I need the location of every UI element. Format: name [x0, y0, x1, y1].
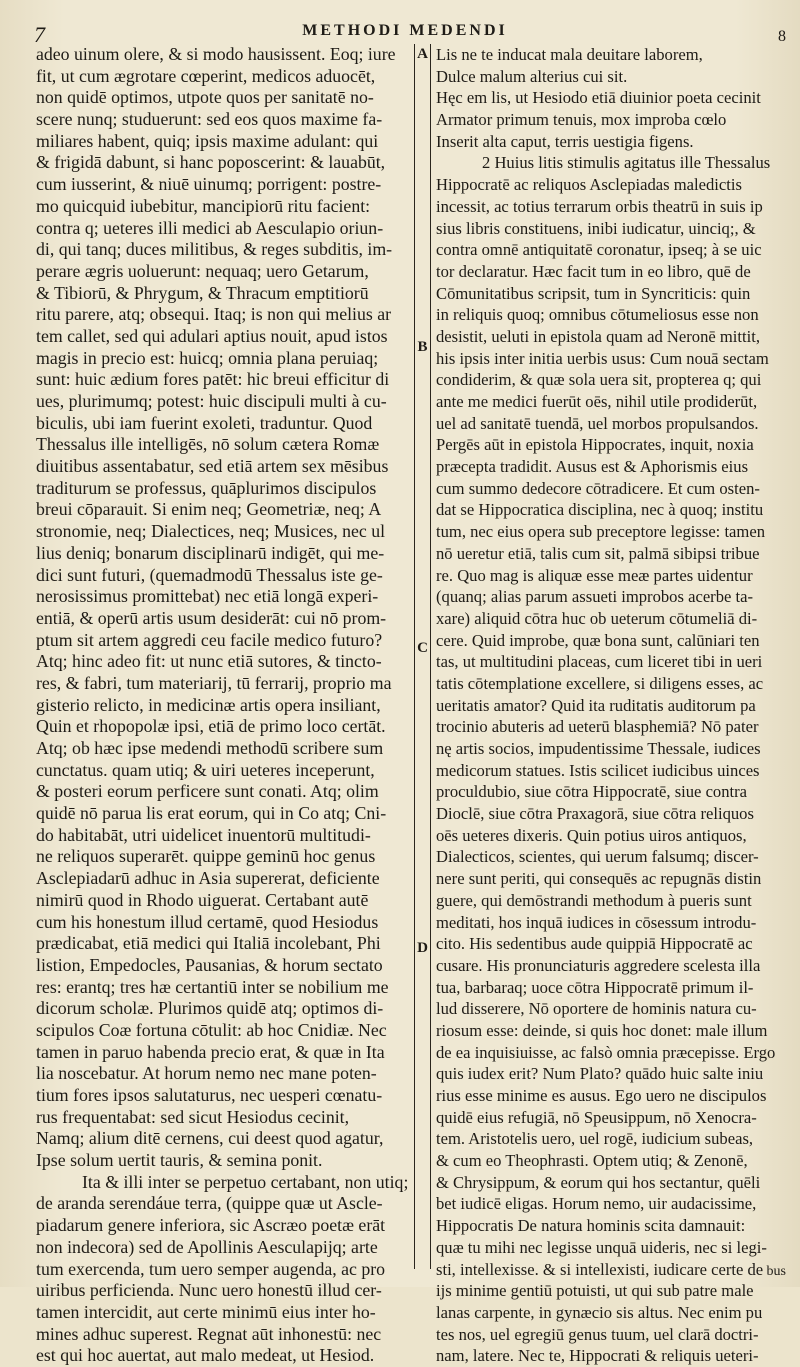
- text-line: stronomie, neq; Dialectices, neq; Musices, nec ul: [36, 521, 386, 542]
- text-line: ritu parere, atq; obsequi. Itaq; is non qui melius ar: [36, 304, 392, 325]
- text-line: & posteri eorum perficere sunt conati. Atq; olim: [36, 781, 379, 802]
- text-line: dicorum scholæ. Plurimos quidē atq; optimos di-: [36, 998, 384, 1019]
- text-line: nerosissimus promittebat) nec etiā longā experi-: [36, 586, 379, 607]
- text-line: quidē nō parua lis erat eorum, qui in Co atq; Cni-: [36, 803, 387, 824]
- text-line: Dioclē, siue cōtra Praxagorā, siue cōtra reliquos: [436, 804, 754, 824]
- text-line: oēs ueteres dixeris. Quin potius uiros antiquos,: [436, 825, 747, 845]
- text-line: xare) aliquid cōtra huc ob ueterum cōtumeliā di-: [436, 608, 758, 628]
- text-line: Armator primum tenuis, mox improba cœlo: [436, 110, 727, 130]
- text-line: tum exercenda, tum uero semper augenda, ac pro: [36, 1258, 386, 1279]
- text-line: adeo uinum olere, & si modo hausissent. Eoq; iure: [36, 44, 396, 64]
- text-line: lius deniq; bonarum disciplinarū indigēt, qui me-: [36, 542, 385, 563]
- text-line: diuitibus assentabatur, sed etiā artem sex mēsibus: [36, 456, 389, 477]
- catchword: bus: [766, 1264, 786, 1279]
- left-text-column: [36, 44, 409, 1366]
- text-line: guere, qui demōstrandi methodum à pueris sunt: [436, 890, 752, 910]
- text-line: perare ægris uoluerunt: nequaq; uero Getarum,: [36, 260, 369, 281]
- text-line: ante me medici fuerūt oēs, nihil utile prodiderūt,: [436, 392, 758, 411]
- text-line: incessit, ac totius terrarum orbis theatrū in suis ip: [436, 196, 763, 216]
- text-line: piadarum genere inferiora, sic Ascræo poetæ erāt: [36, 1215, 386, 1236]
- margin-mark-a: A: [417, 46, 428, 62]
- page-header: [20, 20, 790, 46]
- text-line: Thessalus ille intelligēs, nō solum cætera Romæ: [36, 434, 380, 455]
- text-line: non indecora) sed de Apollinis Aesculapijq; arte: [36, 1236, 378, 1257]
- text-line: lud disserere, Nō oportere de hominis natura cu-: [436, 999, 757, 1019]
- text-line: quæ tu mihi nec legisse unquā uideris, nec si legi-: [436, 1237, 767, 1257]
- text-line: & Chrysippum, & eorum qui hos sectantur, quēli: [436, 1172, 761, 1192]
- text-line: rius esse minime es ausus. Ego uero ne discipulos: [436, 1086, 767, 1105]
- text-line: condiderim, & quæ sola uera sit, propterea q; qui: [436, 370, 762, 390]
- text-line: biculis, ubi iam fuerint exoleti, traduntur. Quod: [36, 412, 373, 433]
- text-line: in reliquis quoq; omnibus cōtumeliosus esse non: [436, 305, 759, 325]
- text-line: nę artis socios, impudentissime Thessale, iudices: [436, 739, 761, 758]
- text-line: breui cōparauit. Si enim neq; Geometriæ, neq; A: [36, 499, 382, 520]
- text-line: uel ad sanitatē tuendā, uel morbos propulsandos.: [436, 413, 759, 433]
- text-line: sius libris constituens, inibi iudicatur, uinciq;, &: [436, 218, 756, 238]
- column-rule-right: [430, 44, 431, 1269]
- text-line: cere. Quid improbe, quæ bona sunt, calūniari ten: [436, 630, 760, 650]
- text-line: nimirū quod in Rhodo uiguerat. Certabant autē: [36, 889, 369, 910]
- text-line: Atq; hinc adeo fit: ut nunc etiā sutores, & tincto-: [36, 651, 382, 672]
- text-line: uiribus perficienda. Nunc uero honestū illud cer-: [36, 1280, 382, 1301]
- text-line: entiā, & operū artis usum desiderāt: cui nō prom-: [36, 607, 387, 628]
- text-line: do habitabāt, utri uidelicet inuentorū multitudi-: [36, 824, 371, 845]
- text-line: tatis cōtemplatione excellere, si diligens esses, ac: [436, 673, 764, 693]
- text-line: Atq; ob hæc ipse medendi methodū scribere sum: [36, 738, 384, 758]
- text-line: tua, barbaraq; uoce cōtra Hippocratē primum il-: [436, 977, 754, 997]
- text-line: (quanq; alias parum assueti improbos acerbe ta-: [436, 587, 754, 607]
- text-line: lanas carpente, in gynæcio sis altus. Nec enim pu: [436, 1302, 763, 1322]
- text-line: magis in precio est: huicq; omnia plana peruiaq;: [36, 347, 379, 368]
- text-line: & frigidā dabunt, si hanc poposcerint: & lauabūt,: [36, 152, 386, 173]
- text-line: re. Quo mag is aliquæ esse meæ partes uidentur: [436, 565, 753, 585]
- text-line: proculdubio, siue cōtra Hippocratē, siue contra: [436, 782, 748, 802]
- text-line: Ipse solum uertit tauris, & semina ponit.: [36, 1150, 323, 1171]
- text-line: ues, plurimumq; potest: huic discipuli multi à cu-: [36, 391, 387, 411]
- text-line: tor declaratur. Hæc facit tum in eo libro, quē de: [436, 261, 751, 281]
- text-line: & Tibiorū, & Phrygum, & Thracum emptitiorū: [36, 282, 369, 303]
- text-line: res, & fabri, tum materiarij, tū ferrarij, proprio ma: [36, 672, 392, 693]
- text-line: scere nunq; studuerunt: sed eos quos maxime fa-: [36, 109, 383, 130]
- page-number-right: 8: [778, 28, 786, 45]
- text-line: Hippocratis De natura hominis scita damnauit:: [436, 1216, 746, 1236]
- margin-mark-b: B: [417, 339, 428, 355]
- text-line: Hęc em lis, ut Hesiodo etiā diuinior poeta cecinit: [436, 88, 761, 108]
- text-line: cum iusserint, & niuē uinumq; porrigent: postre-: [36, 174, 382, 195]
- text-line: cum his honestum illud certamē, quod Hesiodus: [36, 911, 379, 932]
- page-number-left: 7: [34, 22, 45, 47]
- text-line: tem. Aristotelis uero, uel rogē, iudicium subeas,: [436, 1129, 754, 1149]
- text-line: Dialecticos, scientes, qui uerum falsumq; discer-: [436, 847, 759, 867]
- text-line: Pergēs aūt in epistola Hippocrates, inquit, noxia: [436, 435, 754, 455]
- text-line: cum summo dedecore cōtradicere. Et cum osten-: [436, 478, 760, 498]
- text-line: Inserit alta caput, terris uestigia figens.: [436, 131, 694, 151]
- text-line: tamen in paruo habenda precio erat, & quæ in Ita: [36, 1041, 385, 1062]
- text-line: est qui hoc auertat, aut malo medeat, ut Hesiod.: [36, 1345, 375, 1366]
- text-line: di, qui tanq; duces militibus, & reges subditis, im-: [36, 239, 393, 260]
- text-line: sti, intellexisse. & si intellexisti, iudicare certe de: [436, 1259, 764, 1279]
- text-line: tes nos, uel egregiū genus tuum, uel clarā doctri-: [436, 1324, 759, 1344]
- text-line: ptum sit artem aggredi ceu facile medico futuro?: [36, 629, 383, 650]
- text-line: tem callet, sed qui adulari aptius nouit, apud istos: [36, 325, 388, 346]
- text-line: Quin et rhopopolæ ipsi, etiā de primo loco certāt.: [36, 716, 386, 737]
- text-line: contra q; ueteres illi medici ab Aesculapio oriun-: [36, 217, 384, 238]
- text-line: medicorum statues. Istis scilicet iudicibus uinces: [436, 760, 760, 780]
- text-line: traditurum se professus, quāplurimos discipulos: [36, 477, 377, 498]
- text-line: Dulce malum alterius cui sit.: [436, 66, 628, 86]
- margin-mark-c: C: [417, 640, 428, 656]
- text-line: nam, latere. Nec te, Hippocrati & reliquis ueteri-: [436, 1346, 759, 1366]
- text-line: mo quicquid iubebitur, mancipiorū ritu facient:: [36, 195, 371, 216]
- text-line: quidē eius refugiā, nō Speusippum, nō Xenocra-: [436, 1107, 757, 1127]
- text-line: res: erantq; tres hæ certantiū inter se nobilium me: [36, 976, 389, 997]
- text-line: cito. His sedentibus aude quippiā Hippocratē ac: [436, 934, 753, 954]
- text-line: listion, Empedocles, Pausanias, & horum sectato: [36, 954, 383, 975]
- text-line: nō ueretur etiā, talis cum sit, palmā sibipsi tribue: [436, 543, 760, 563]
- text-line: fit, ut cum ægrotare cœperint, medicos aduocēt,: [36, 65, 376, 86]
- text-line: cusare. His pronunciaturis aggredere scelesta illa: [436, 955, 761, 975]
- text-line: riosum esse: deinde, si quis hoc donet: male illum: [436, 1020, 768, 1040]
- text-line: scipulos Coæ fortuna cōtulit: ab hoc Cnidiæ. Nec: [36, 1019, 387, 1040]
- text-line: ueritatis amator? Quid ita ruditatis auditorum pa: [436, 695, 756, 715]
- text-line: tamen intercidit, aut certe minimū eius inter ho-: [36, 1301, 376, 1322]
- text-line: sunt: huic ædium fores patēt: hic breui efficitur di: [36, 369, 390, 390]
- text-line: trocinio abuteris ad ueterū blasphemiā? Nō pater: [436, 717, 759, 737]
- text-line: lia noscebatur. At horum nemo nec mane poten-: [36, 1063, 377, 1084]
- running-head: METHODI MEDENDI: [302, 22, 508, 39]
- text-line: præcepta tradidit. Ausus est & Aphorismis eius: [436, 457, 749, 477]
- text-line: de aranda serendáue terra, (quippe quæ ut Ascle-: [36, 1193, 383, 1214]
- text-line: desistit, ueluti in epistola quam ad Neronē mittit,: [436, 326, 760, 346]
- text-line: nere sunt periti, qui consequēs ac repugnās distin: [436, 869, 762, 889]
- text-line: ijs minime gentiū potuisti, ut qui sub patre male: [436, 1281, 754, 1301]
- text-line: contra omnē antiquitatē coronatur, ipseq; à se uic: [436, 240, 762, 260]
- text-line: quis iudex erit? Num Plato? quādo huic salte iniu: [436, 1064, 764, 1084]
- text-line: dat se Hippocratica disciplina, nec à quoq; institu: [436, 500, 764, 520]
- text-line: Asclepiadarū adhuc in Asia supererat, deficiente: [36, 868, 380, 889]
- text-line: cunctatus. quam utiq; & uiri ueteres inceperunt,: [36, 759, 375, 780]
- text-line: mines adhuc superest. Regnat aūt inhonestū: nec: [36, 1323, 382, 1344]
- text-line: his ipsis inter initia uerbis usus: Cum nouā sectam: [436, 348, 769, 368]
- text-line: rus frequentabat: sed sicut Hesiodus cecinit,: [36, 1106, 350, 1127]
- right-text-column: [436, 44, 776, 1366]
- text-line: tum, nec eius opera sub preceptore legisse: tamen: [436, 522, 765, 542]
- text-line: non quidē optimos, utpote quos per sanitatē no-: [36, 87, 374, 108]
- text-line: gisterio relicto, in medicinæ artis opera insiliant,: [36, 694, 381, 715]
- text-line: miliares habent, quiq; ipsis maxime adulant: qui: [36, 130, 379, 151]
- text-line: tium fores ipsos salutaturus, nec uesperi cœnatu-: [36, 1085, 383, 1105]
- text-line: & cum eo Theophrasti. Optem utiq; & Zenonē,: [436, 1151, 748, 1171]
- text-line: bet iudicē eligas. Horum nemo, uir audacissime,: [436, 1194, 757, 1214]
- text-line: 2 Huius litis stimulis agitatus ille Thessalus: [482, 153, 771, 173]
- text-line: Lis ne te inducat mala deuitare laborem,: [436, 45, 703, 64]
- text-line: prædicabat, etiā medici qui Italiā incolebant, Phi: [36, 933, 381, 954]
- text-line: Namq; alium ditē cernens, cui deest quod agatur,: [36, 1128, 384, 1149]
- text-line: dici sunt futuri, (quemadmodū Thessalus iste ge-: [36, 564, 383, 585]
- text-line: Ita & illi inter se perpetuo certabant, non utiq;: [82, 1171, 409, 1192]
- margin-mark-d: D: [417, 940, 428, 956]
- text-line: de ea inquisiuisse, ac falsò omnia præcepisse. Ergo: [436, 1042, 776, 1062]
- text-line: Cōmunitatibus scripsit, tum in Syncriticis: quin: [436, 283, 751, 303]
- text-line: Hippocratē ac reliquos Asclepiadas maledictis: [436, 175, 742, 195]
- text-line: meditati, hos inquā iudices in cōsessum introdu-: [436, 912, 757, 932]
- text-line: tas, ut multitudini placeas, cum liceret tibi in ueri: [436, 652, 763, 672]
- text-line: ne reliquos superarēt. quippe geminū hoc genus: [36, 846, 376, 867]
